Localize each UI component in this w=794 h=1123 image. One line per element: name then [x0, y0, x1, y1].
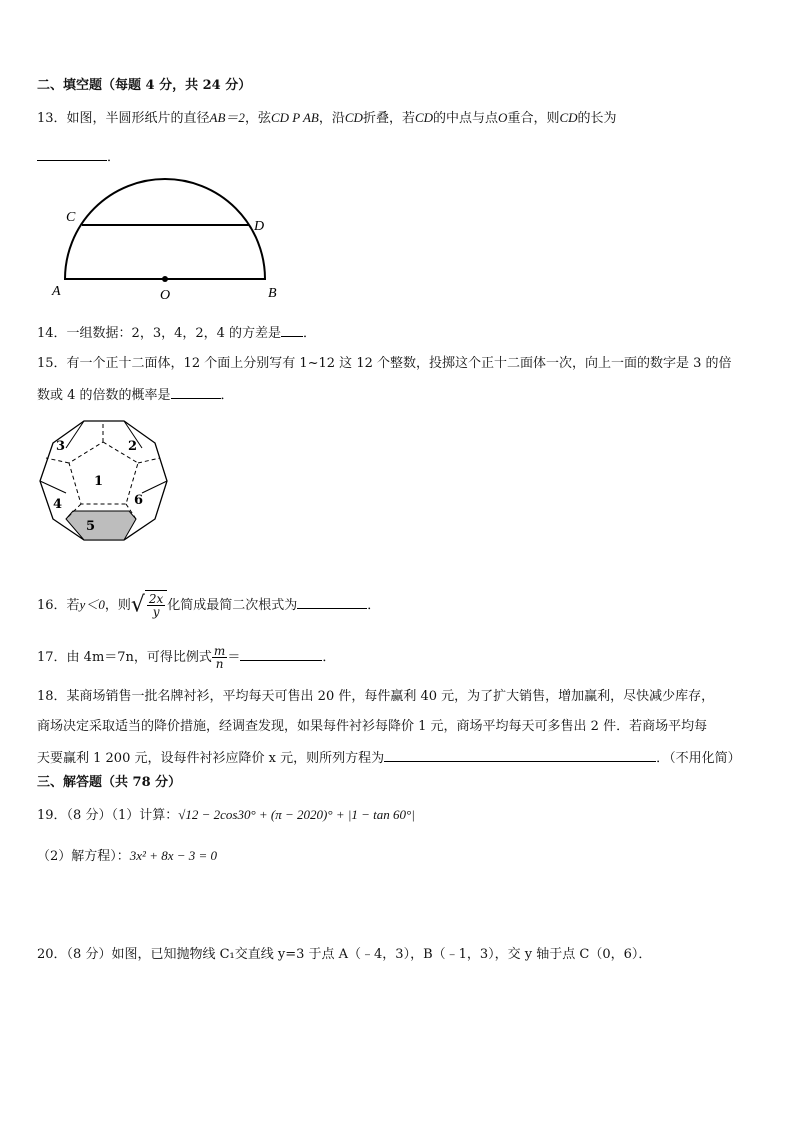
q13-cd: CD [344, 110, 363, 125]
face-label-5: 5 [86, 519, 96, 534]
question-18-line1: 18．某商场销售一批名牌衬衫，平均每天可售出 20 件，每件赢利 40 元，为了扩大销售，增加赢利，尽快减少库存， [37, 689, 715, 704]
q13-cd-parallel: CD P AB [270, 110, 319, 125]
question-18-line2: 商场决定采取适当的降价措施，经调查发现，如果每件衬衫每降价 1 元，商场平均每天可多售出 2 件．若商场平均每 [37, 719, 708, 734]
question-14 [37, 323, 316, 343]
face-label-2: 2 [128, 439, 138, 454]
q13-text-e: ，沿 [318, 111, 345, 126]
q13-answer-blank[interactable] [37, 147, 107, 161]
q13-text-g: 折叠，若 [362, 111, 415, 126]
q15-text: 数或 4 的倍数的概率是 [37, 388, 171, 403]
question-20: 20．（8 分）如图，已知抛物线 C₁交直线 y=3 于点 A（﹣4，3），B（﹣1，3），交 y 轴于点 C（0，6）． [37, 947, 652, 962]
q16-denominator: y [152, 605, 160, 619]
q14-answer-blank[interactable] [281, 323, 303, 337]
question-15-line1: 15．有一个正十二面体，12 个面上分别写有 1~12 这 12 个整数，投掷这个正十二面体一次，向上一面的数字是 3 的倍 [37, 356, 732, 371]
face-label-6: 6 [134, 493, 144, 508]
q14-end: ． [303, 326, 317, 341]
question-19-part2 [37, 847, 217, 866]
q17-numerator: m [213, 644, 226, 658]
q13-text-i: 的中点与点 [433, 111, 499, 126]
q16-text-c: 化简成最简二次根式为 [167, 598, 298, 613]
q17-answer-blank[interactable] [240, 647, 322, 661]
q18-answer-blank[interactable] [384, 748, 656, 762]
fig-label-o: O [160, 288, 171, 303]
q15-end: ． [220, 388, 234, 403]
q17-denominator: n [215, 657, 224, 671]
q18-text: 天要赢利 1 200 元，设每件衬衫应降价 x 元，则所列方程为 [37, 751, 385, 766]
q13-arc-cd: CD [414, 110, 434, 125]
q16-end: ． [367, 598, 381, 613]
q14-text: 14．一组数据：2，3，4，2，4 的方差是 [37, 326, 282, 341]
question-15-line2 [37, 385, 234, 405]
section-heading-solve: 三、解答题（共 78 分） [37, 775, 182, 790]
q17-equals: ＝ [227, 650, 241, 665]
q19-text: 19．（8 分）（1）计算： [37, 808, 179, 823]
dodecahedron-figure [36, 418, 172, 546]
q13-answer-line [37, 147, 120, 167]
q13-text-m: 的长为 [577, 111, 617, 126]
question-18-line3 [37, 748, 741, 768]
fig-label-d: D [254, 219, 265, 234]
q16-condition: y＜0 [79, 597, 105, 612]
q13-ab: AB＝2 [209, 110, 245, 125]
q13-text-c: ，弦 [244, 111, 271, 126]
fig-label-b: B [268, 286, 277, 301]
q13-cd-2: CD [559, 110, 578, 125]
semicircle-figure [50, 175, 290, 305]
face-label-4: 4 [53, 497, 63, 512]
question-17 [37, 643, 335, 673]
q17-end: ． [322, 650, 336, 665]
question-13 [37, 109, 617, 128]
question-16 [37, 590, 380, 621]
q18-end: ．（不用化简） [656, 751, 741, 766]
q13-o: O [498, 110, 508, 125]
face-label-3: 3 [56, 439, 66, 454]
q16-text-a: 16．若 [37, 598, 80, 613]
q16-numerator: 2x [148, 592, 164, 606]
fig-label-c: C [66, 210, 76, 225]
q19-text-2: （2）解方程）： [37, 849, 130, 864]
radical-icon: √ [130, 592, 145, 618]
fig-label-a: A [52, 284, 61, 299]
q19-equation: 3x² + 8x − 3 = 0 [129, 848, 218, 863]
q19-expression: √12 − 2cos30° + (π − 2020)° + |1 − tan 60°| [178, 807, 415, 822]
question-19-part1 [37, 806, 415, 825]
q16-answer-blank[interactable] [297, 595, 367, 609]
face-label-1: 1 [94, 474, 104, 489]
q16-text-b: ，则 [104, 598, 131, 613]
q13-text-k: 重合，则 [507, 111, 560, 126]
section-heading-fill-in: 二、填空题（每题 4 分，共 24 分） [37, 78, 252, 93]
q13-text-a: 13．如图，半圆形纸片的直径 [37, 111, 210, 126]
q13-end: ． [107, 150, 121, 165]
q17-text: 17．由 4m＝7n，可得比例式 [37, 650, 212, 665]
q15-answer-blank[interactable] [171, 385, 221, 399]
